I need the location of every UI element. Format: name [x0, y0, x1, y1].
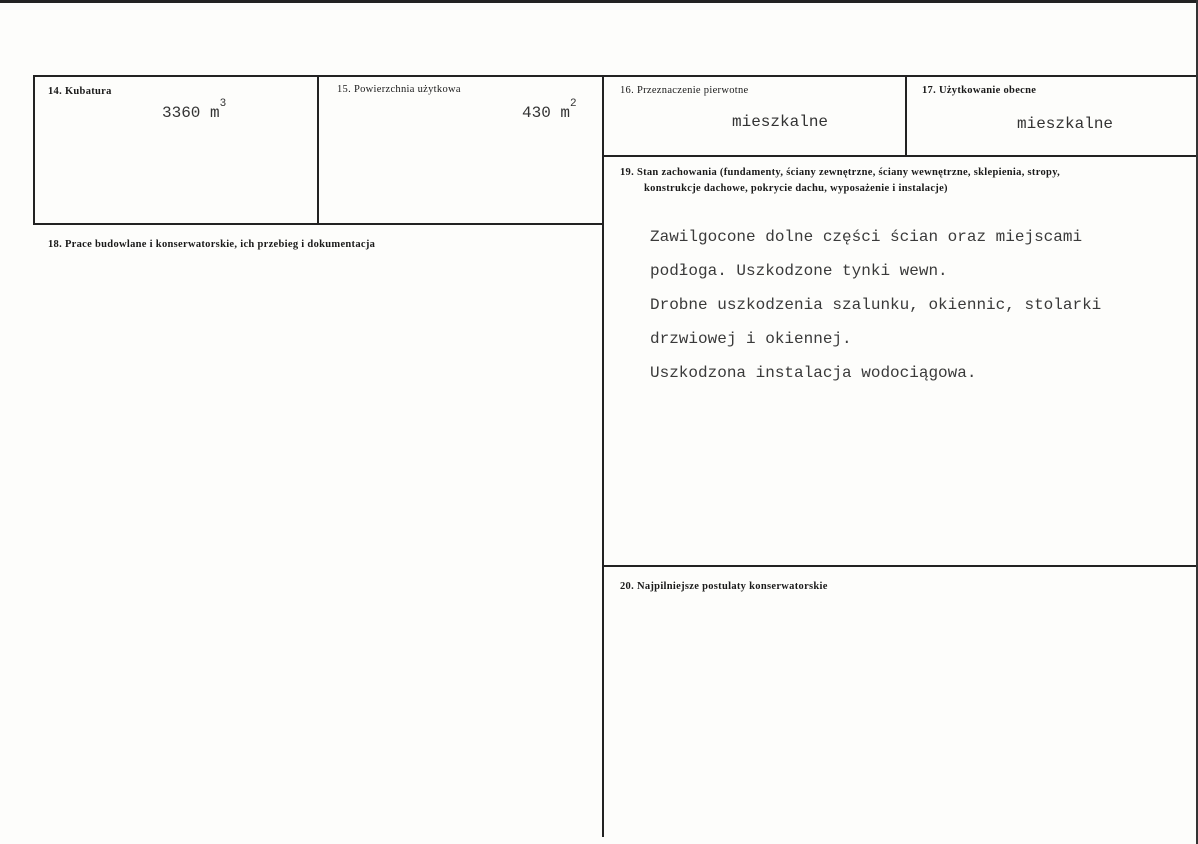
field-19-label-line1: 19. Stan zachowania (fundamenty, ściany zewnętrzne, ściany wewnętrzne, sklepienia, stropy,: [620, 167, 1061, 178]
field-19-line: Drobne uszkodzenia szalunku, okiennic, stolarki: [650, 296, 1102, 314]
field-19-line: Uszkodzona instalacja wodociągowa.: [650, 364, 977, 382]
field-15-number: 430 m: [522, 104, 571, 122]
field-15-label: 15. Powierzchnia użytkowa: [337, 84, 461, 95]
field-14-value: [162, 98, 227, 122]
field-19-line: Zawilgocone dolne części ścian oraz miejscami: [650, 228, 1083, 246]
grid-line-top: [33, 75, 1196, 77]
grid-line-v2: [317, 75, 319, 225]
field-19-text: [650, 212, 1101, 399]
field-14-superscript: 3: [219, 98, 227, 110]
field-18-label: 18. Prace budowlane i konserwatorskie, ich przebieg i dokumentacja: [48, 239, 376, 250]
field-19-label-line2: konstrukcje dachowe, pokrycie dachu, wyposażenie i instalacje): [644, 183, 948, 194]
field-17-value: mieszkalne: [1017, 115, 1114, 133]
grid-line-v3: [602, 75, 604, 837]
field-17-label: 17. Użytkowanie obecne: [922, 85, 1037, 96]
field-16-label: 16. Przeznaczenie pierwotne: [620, 85, 749, 96]
page-top-border: [0, 0, 1198, 3]
grid-line-lower-right: [602, 565, 1196, 567]
field-14-label: 14. Kubatura: [48, 86, 112, 97]
field-14-number: 3360 m: [162, 104, 220, 122]
field-15-value: [522, 98, 577, 122]
grid-line-mid-right: [602, 155, 1196, 157]
field-19-line: drzwiowej i okiennej.: [650, 330, 852, 348]
field-15-superscript: 2: [570, 98, 577, 110]
field-16-value: mieszkalne: [732, 113, 829, 131]
field-19-line: podłoga. Uszkodzone tynki wewn.: [650, 262, 948, 280]
grid-line-v4: [905, 75, 907, 157]
grid-line-v1: [33, 75, 35, 225]
field-20-label: 20. Najpilniejsze postulaty konserwatorskie: [620, 581, 828, 592]
